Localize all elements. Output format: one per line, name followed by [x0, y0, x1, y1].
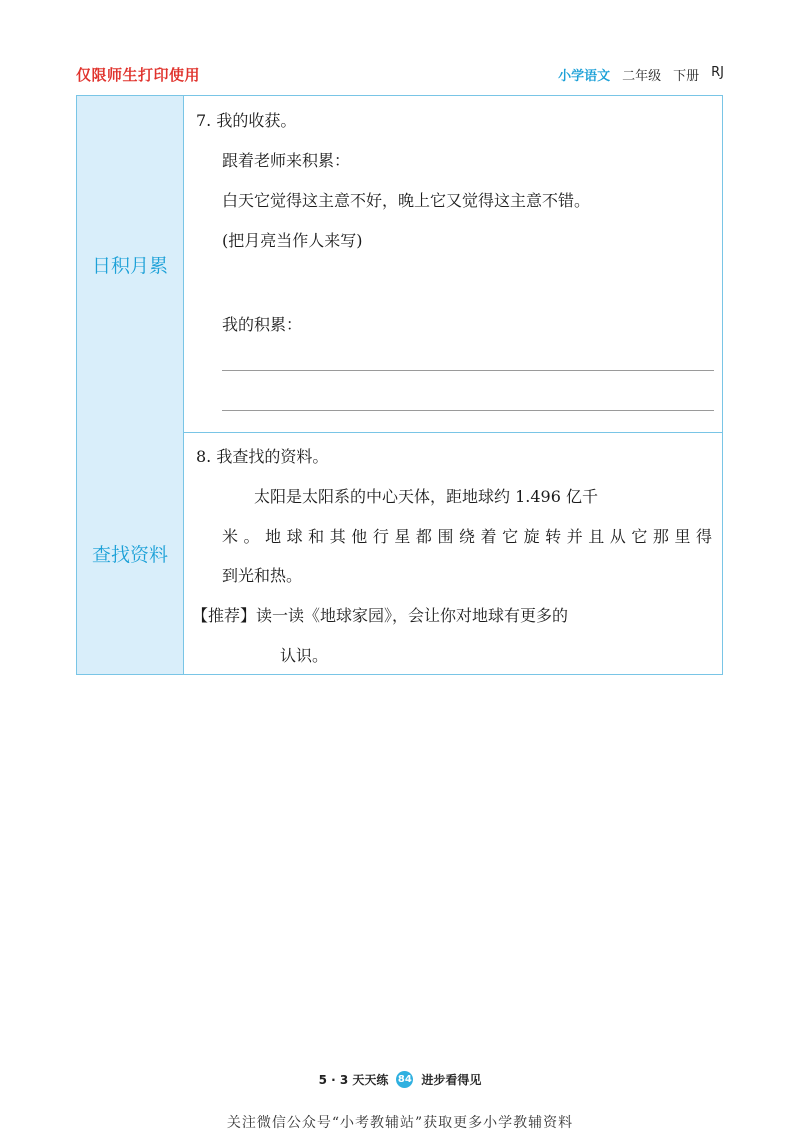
- header-right-info: [558, 65, 724, 84]
- header-left-label: 仅限师生打印使用: [76, 66, 201, 84]
- page-footer: [0, 1071, 800, 1088]
- body-line: 认识。: [280, 646, 329, 665]
- category-cell-1: [77, 96, 184, 432]
- body-line: (把月亮当作人来写): [222, 231, 363, 250]
- category-label: 日积月累: [91, 254, 168, 277]
- body-line: 白天它觉得这主意不好，晚上它又觉得这主意不错。: [222, 191, 591, 210]
- content-cell-1: [184, 96, 722, 432]
- body-line: 太阳是太阳系的中心天体，距地球约 1.496 亿千: [254, 487, 598, 506]
- question-title: 8. 我查找的资料。: [196, 447, 329, 466]
- category-cell-2: [77, 432, 184, 674]
- edition-label: RJ: [711, 65, 724, 80]
- content-cell-2: [184, 432, 722, 674]
- page-number: 84: [396, 1071, 413, 1088]
- grade-label: 二年级: [622, 69, 662, 84]
- body-line: 跟着老师来积累：: [222, 151, 351, 170]
- body-line: 我的积累：: [222, 315, 303, 334]
- exercise-table: [76, 95, 723, 675]
- bottom-notice: 关注微信公众号“小考教辅站”获取更多小学教辅资料: [226, 1115, 574, 1131]
- term-label: 下册: [673, 69, 700, 84]
- question-title: 7. 我的收获。: [196, 111, 297, 130]
- body-line: 米。地球和其他行星都围绕着它旋转并且从它那里得: [222, 527, 712, 546]
- section-row-1: [77, 96, 722, 433]
- footer-right: 进步看得见: [421, 1073, 482, 1087]
- writing-line[interactable]: [222, 410, 714, 411]
- writing-line[interactable]: [222, 370, 714, 371]
- footer-left: 5 · 3 天天练: [318, 1073, 389, 1087]
- section-row-2: [77, 432, 722, 674]
- subject-label: 小学语文: [558, 69, 611, 84]
- body-line: 到光和热。: [222, 566, 303, 585]
- recommend-line: 【推荐】读一读《地球家园》，会让你对地球有更多的: [192, 606, 569, 625]
- category-label: 查找资料: [91, 543, 168, 566]
